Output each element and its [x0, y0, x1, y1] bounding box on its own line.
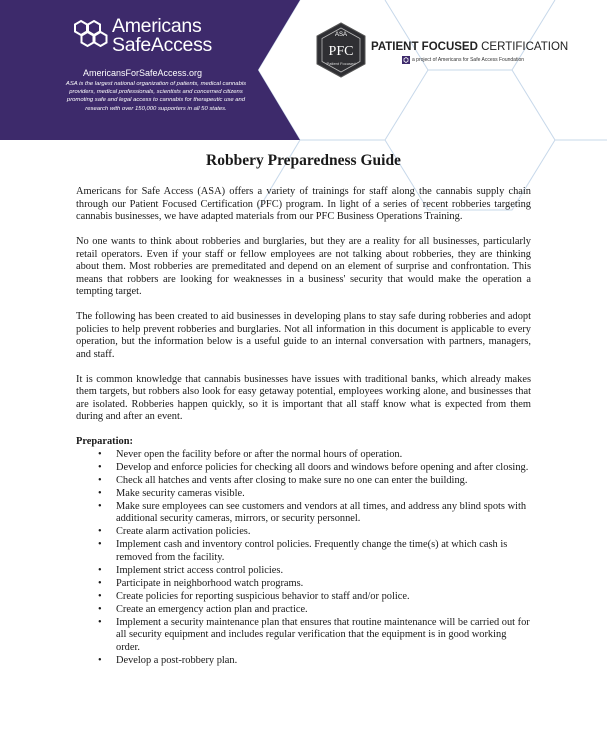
cert-title-bold: PATIENT FOCUSED — [371, 41, 478, 53]
bullet-mark: • — [98, 500, 102, 512]
bullet-mark: • — [98, 577, 102, 589]
bullet-mark: • — [98, 654, 102, 666]
certification-title — [371, 41, 568, 53]
list-item-text: Never open the facility before or after the normal hours of operation. — [116, 448, 403, 460]
bullet-mark: • — [98, 616, 102, 628]
asa-logo[interactable] — [72, 17, 242, 62]
pfc-seal-icon — [315, 22, 367, 78]
list-item — [76, 488, 531, 501]
list-item — [76, 449, 531, 462]
document-title: Robbery Preparedness Guide — [206, 152, 401, 169]
list-item-text: Implement cash and inventory control policies. Frequently change the time(s) at which cash is removed from the facility. — [116, 539, 508, 563]
list-item-text: Develop and enforce policies for checking all doors and windows before opening and after closing. — [116, 461, 529, 473]
paragraph-banks: It is common knowledge that cannabis businesses have issues with traditional banks, which already makes them targets, but robbers also look for easy getaway potential, employees working alone, and businesses that are isolated. Robberies happen quickly, so it is important that all staff know what is expected from them during and after an event. — [76, 373, 531, 422]
cert-title-light: CERTIFICATION — [477, 41, 569, 53]
bullet-mark: • — [98, 461, 102, 473]
paragraph-purpose: The following has been created to aid businesses in developing plans to stay safe during robberies and adopt policies to help prevent robberies and burglaries. Not all information in this document is applicable to every operation, but the information below is a useful guide to an internal conversation with partners, managers, and staff. — [76, 311, 531, 360]
badge-top-text: ASA — [334, 32, 348, 38]
certification-subtitle: a project of Americans for Safe Access Foundation — [412, 57, 525, 63]
bullet-mark: • — [98, 539, 102, 550]
list-item-text: Create alarm activation policies. — [116, 526, 251, 537]
list-item — [76, 462, 531, 475]
asa-mini-icon — [402, 56, 410, 64]
list-item-text: Implement strict access control policies. — [116, 564, 284, 576]
list-item-text: Create an emergency action plan and practice. — [116, 603, 308, 615]
list-item — [76, 655, 531, 668]
list-item-text: Create policies for reporting suspicious behavior to staff and/or police. — [116, 590, 410, 602]
org-description: ASA is the largest national organization of patients, medical cannabis providers, medical professionals, scientists and concerned citizens promoting safe and legal access to cannabis for therapeutic use and research with over 150,000 supporters in all 50 states. — [65, 81, 247, 112]
paragraph-reality: No one wants to think about robberies and burglaries, but they are a reality for all businesses, particularly retail operators. Even if your staff or fellow employees are not talking about robberies, they are thinking about them. Most robberies are premeditated and depend on an element of surprise and confrontation. This means that robbers are looking for weaknesses in a business' security that would make the operation a tempting target. — [76, 236, 531, 297]
list-item — [76, 501, 531, 526]
list-item-text: Check all hatches and vents after closing to make sure no one can enter the building. — [116, 474, 468, 486]
list-item-text: Participate in neighborhood watch programs. — [116, 577, 304, 589]
bullet-mark: • — [98, 526, 102, 537]
bullet-mark: • — [98, 474, 102, 486]
document-body — [76, 186, 531, 668]
hexagon-cluster-icon — [72, 19, 108, 55]
org-url-link[interactable]: AmericansForSafeAccess.org — [83, 68, 203, 78]
list-item — [76, 578, 531, 591]
list-item-text: Make sure employees can see customers and vendors at all times, and address any blind spots with additional security cameras, mirrors, or security personnel. — [116, 500, 527, 524]
list-item — [76, 604, 531, 617]
list-item — [76, 591, 531, 604]
list-item-text: Develop a post-robbery plan. — [116, 654, 238, 666]
list-item — [76, 539, 531, 564]
badge-main-text: PFC — [328, 44, 354, 59]
paragraph-intro: Americans for Safe Access (ASA) offers a variety of trainings for staff along the cannabis supply chain through our Patient Focused Certification (PFC) program. In light of a series of recent robberies targeting cannabis businesses, we have adapted materials from our PFC Business Operations Training. — [76, 186, 531, 222]
pfc-badge — [315, 22, 367, 78]
preparation-list — [76, 449, 531, 668]
list-item — [76, 565, 531, 578]
logo-line-1: Americans — [112, 15, 202, 37]
list-item — [76, 526, 531, 539]
badge-bottom-text: Patient Focused — [326, 61, 356, 66]
bullet-mark: • — [98, 487, 102, 499]
list-item — [76, 475, 531, 488]
bullet-mark: • — [98, 590, 102, 602]
list-item-text: Make security cameras visible. — [116, 487, 245, 499]
bullet-mark: • — [98, 603, 102, 615]
list-item — [76, 617, 531, 655]
logo-line-2: SafeAccess — [112, 34, 212, 56]
preparation-heading: Preparation: — [76, 436, 133, 447]
logo-wordmark — [112, 17, 212, 55]
bullet-mark: • — [98, 448, 102, 460]
list-item-text: Implement a security maintenance plan that ensures that routine maintenance will be carried out for all security equipment and includes regular verification that the equipment is in good working order. — [116, 616, 530, 653]
bullet-mark: • — [98, 564, 102, 576]
